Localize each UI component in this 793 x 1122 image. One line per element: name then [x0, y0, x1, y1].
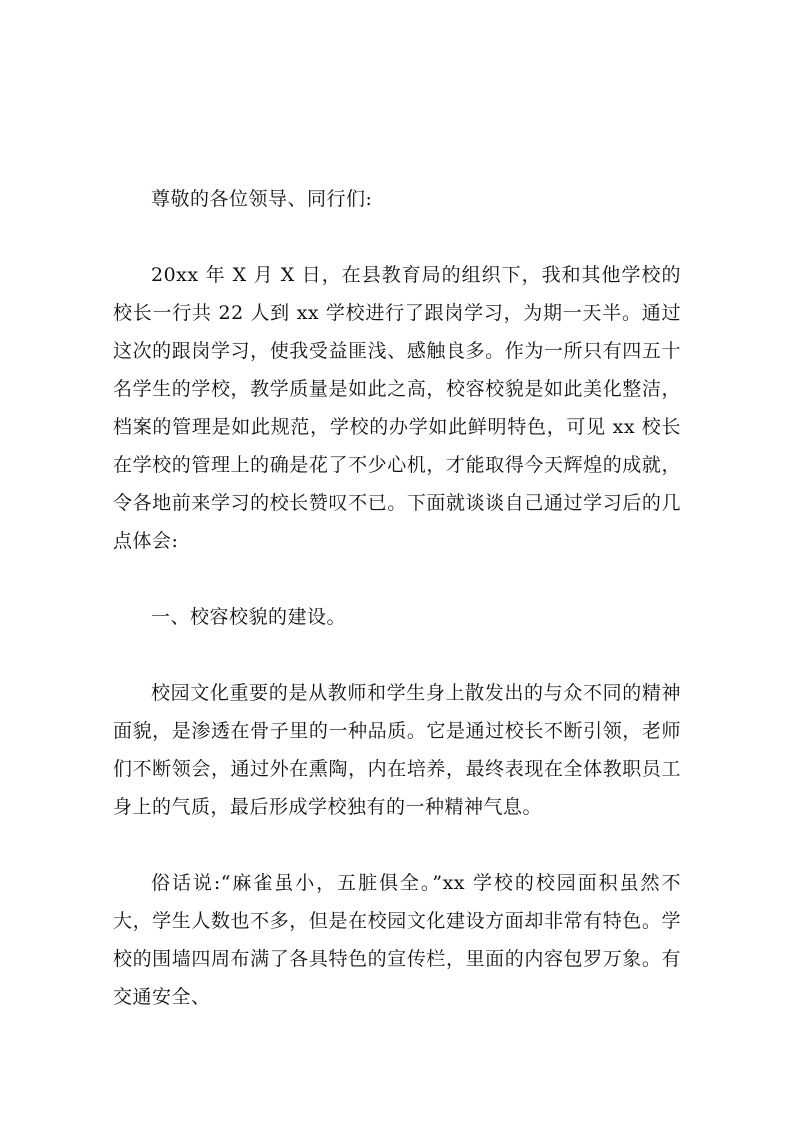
greeting-line: 尊敬的各位领导、同行们:	[151, 188, 373, 210]
spacer	[113, 218, 681, 256]
spacer	[113, 560, 681, 598]
intro-paragraph: 20xx 年 X 月 X 日，在县教育局的组织下，我和其他学校的校长一行共 22 人到 xx 学校进行了跟岗学习，为期一天半。通过这次的跟岗学习，使我受益匪浅、感触良多。作为一所只有四五十名学生的学校，教学质量是如此之高，校容校貌是如此美化整洁，档案的管理是如此规范，学校的办学如此鲜明特色，可见 xx 校长在学校的管理上的确是花了不少心机，才能取得今天辉煌的成就，令各地前来学习的校长赞叹不已。下面就谈谈自己通过学习后的几点体会:	[113, 264, 681, 552]
spacer	[113, 636, 681, 674]
spacer	[113, 826, 681, 864]
section-paragraph-1: 校园文化重要的是从教师和学生身上散发出的与众不同的精神面貌，是渗透在骨子里的一种品质。它是通过校长不断引领，老师们不断领会，通过外在熏陶，内在培养，最终表现在全体教职员工身上的气质，最后形成学校独有的一种精神气息。	[113, 682, 681, 818]
document-body	[113, 180, 681, 1016]
section-paragraph-2: 俗话说:“麻雀虽小，五脏俱全。”xx 学校的校园面积虽然不大，学生人数也不多，但是在校园文化建设方面却非常有特色。学校的围墙四周布满了各具特色的宣传栏，里面的内容包罗万象。有交通安全、	[113, 872, 681, 1008]
section-heading: 一、校容校貌的建设。	[151, 606, 347, 628]
